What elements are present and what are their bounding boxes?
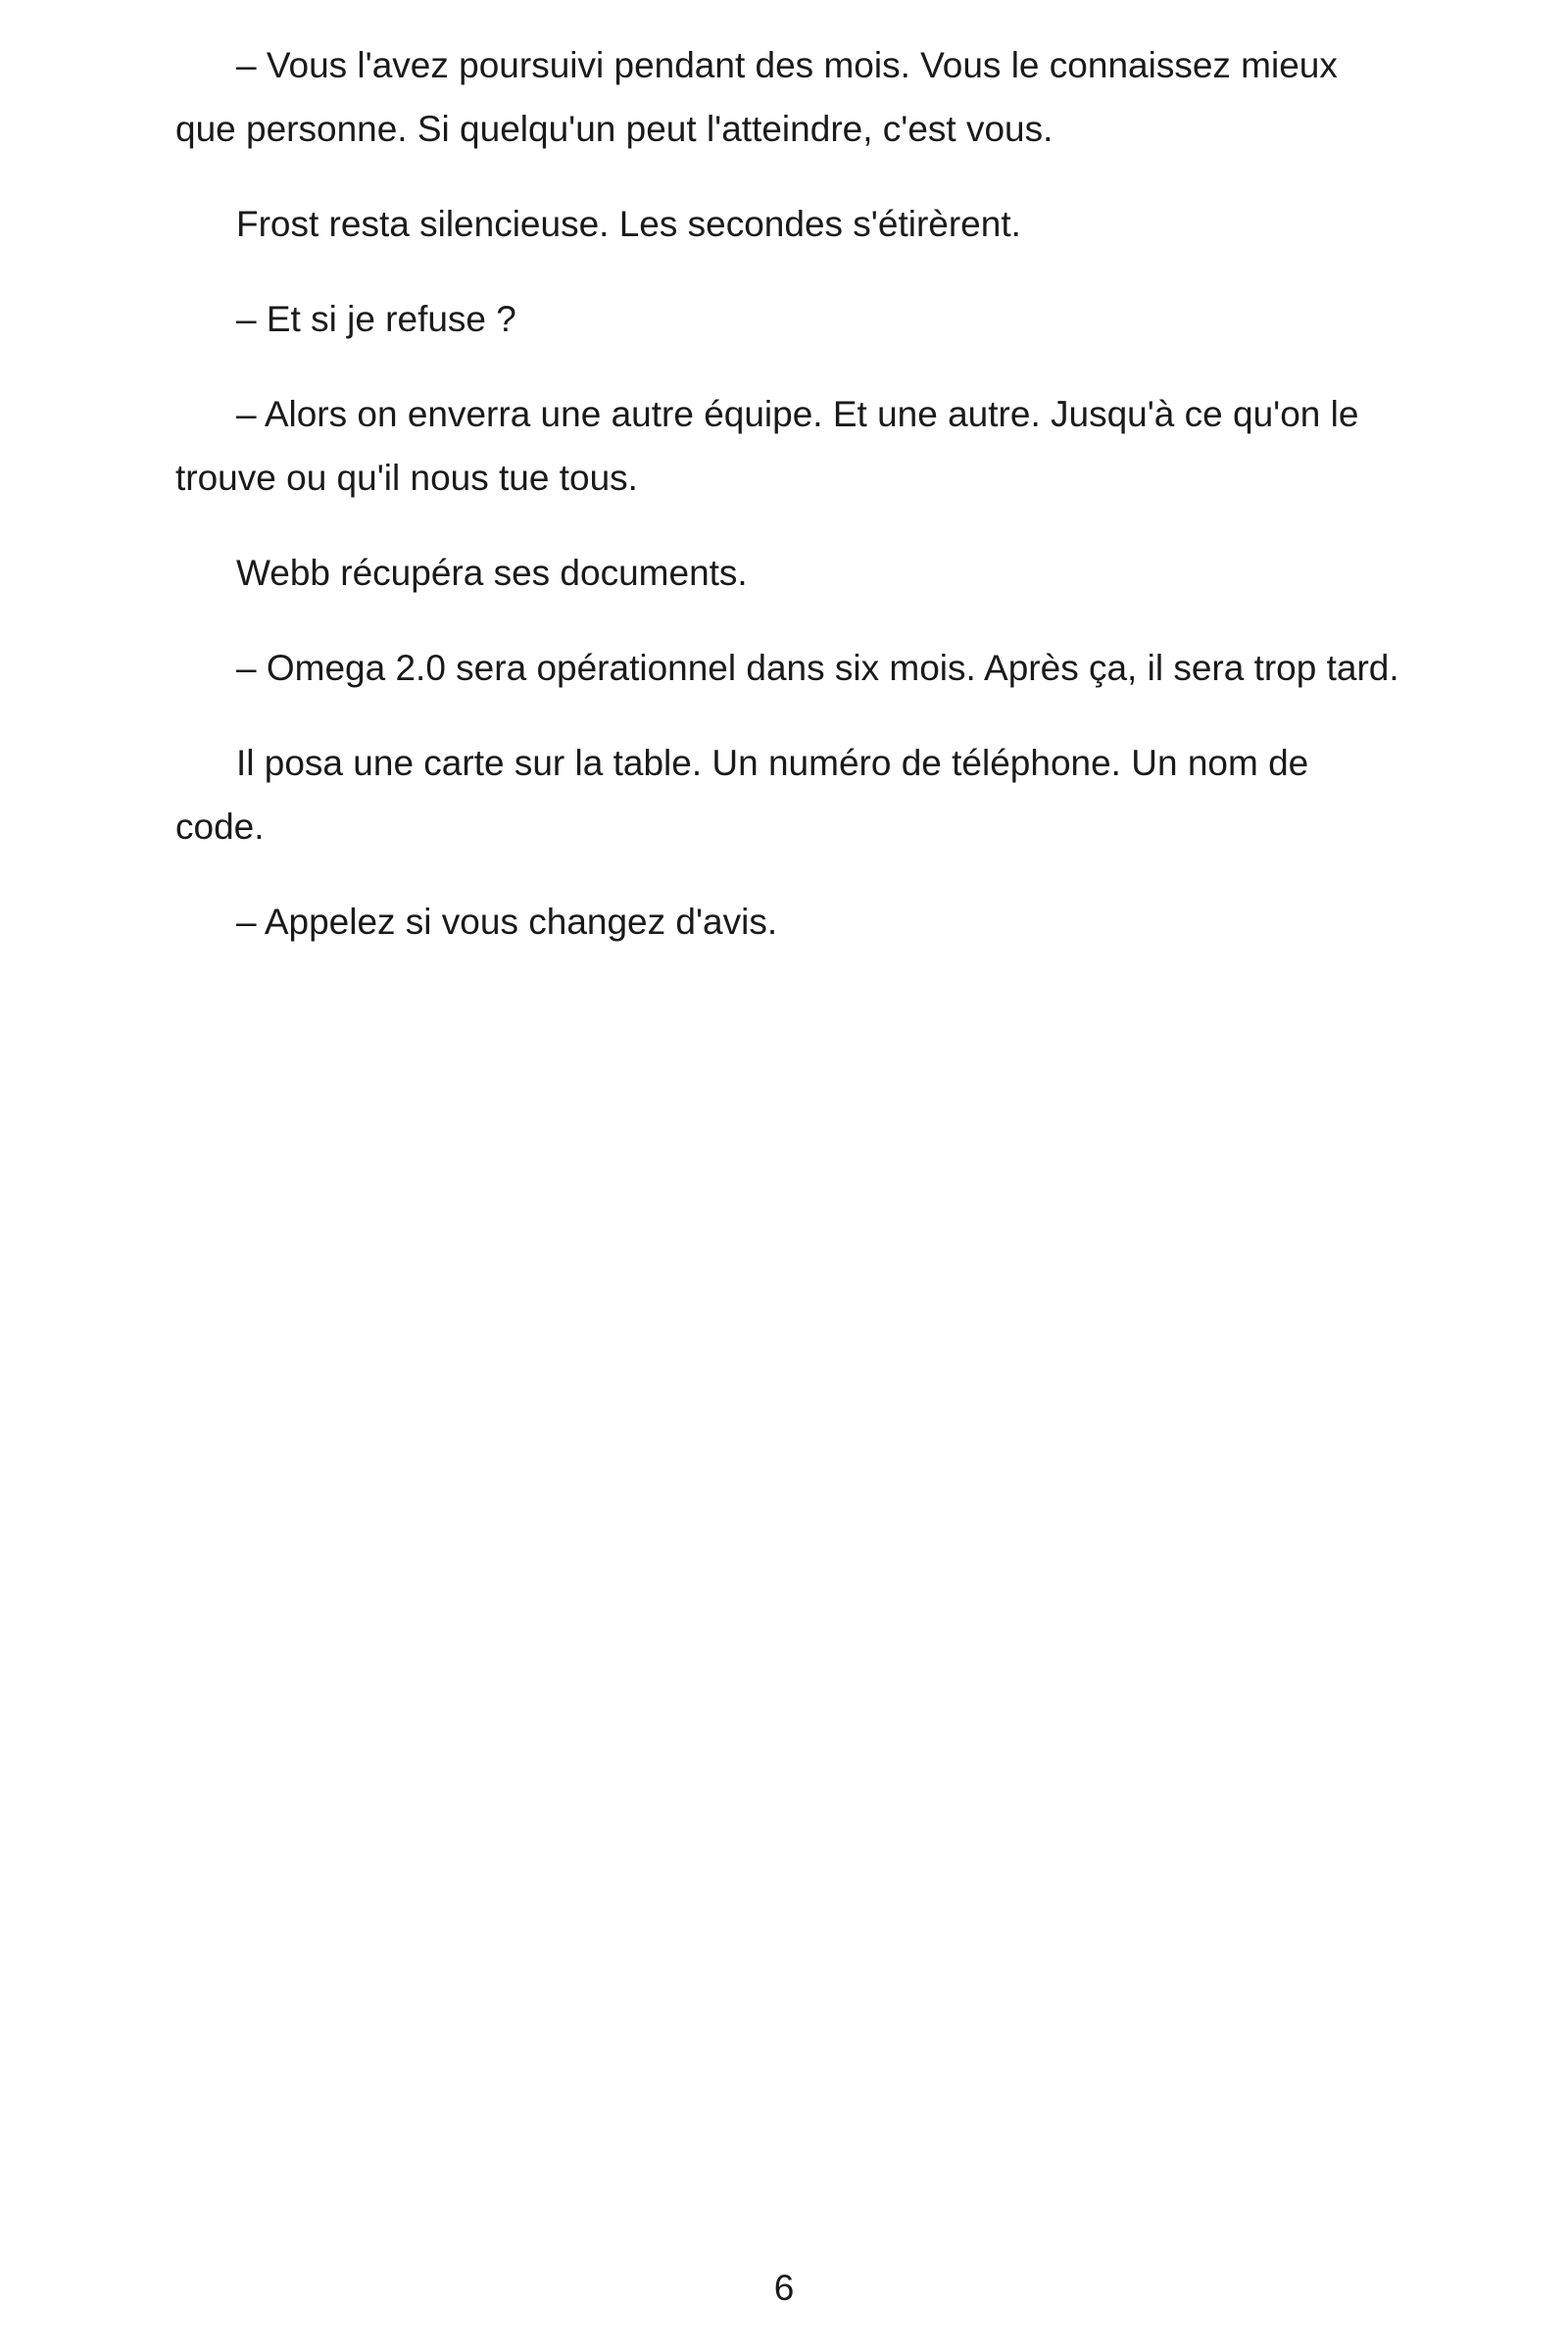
page-number: 6 — [773, 2268, 795, 2308]
paragraph-3: – Et si je refuse ? — [236, 299, 516, 339]
paragraph-7: Il posa une carte sur la table. Un numéro de téléphone. Un nom de code. — [175, 743, 1309, 847]
paragraph-8: – Appelez si vous changez d'avis. — [236, 902, 778, 942]
paragraph-5: Webb récupéra ses documents. — [236, 553, 748, 593]
paragraph-6: – Omega 2.0 sera opérationnel dans six mois. Après ça, il sera trop tard. — [236, 648, 1399, 688]
paragraph-4: – Alors on enverra une autre équipe. Et une autre. Jusqu'à ce qu'on le trouve ou qu'il nous tue tous. — [175, 394, 1359, 498]
page-body — [175, 33, 1400, 985]
paragraph-2: Frost resta silencieuse. Les secondes s'étirèrent. — [236, 204, 1021, 244]
paragraph-1: – Vous l'avez poursuivi pendant des mois. Vous le connaissez mieux que personne. Si quelqu'un peut l'atteindre, c'est vous. — [175, 45, 1338, 149]
